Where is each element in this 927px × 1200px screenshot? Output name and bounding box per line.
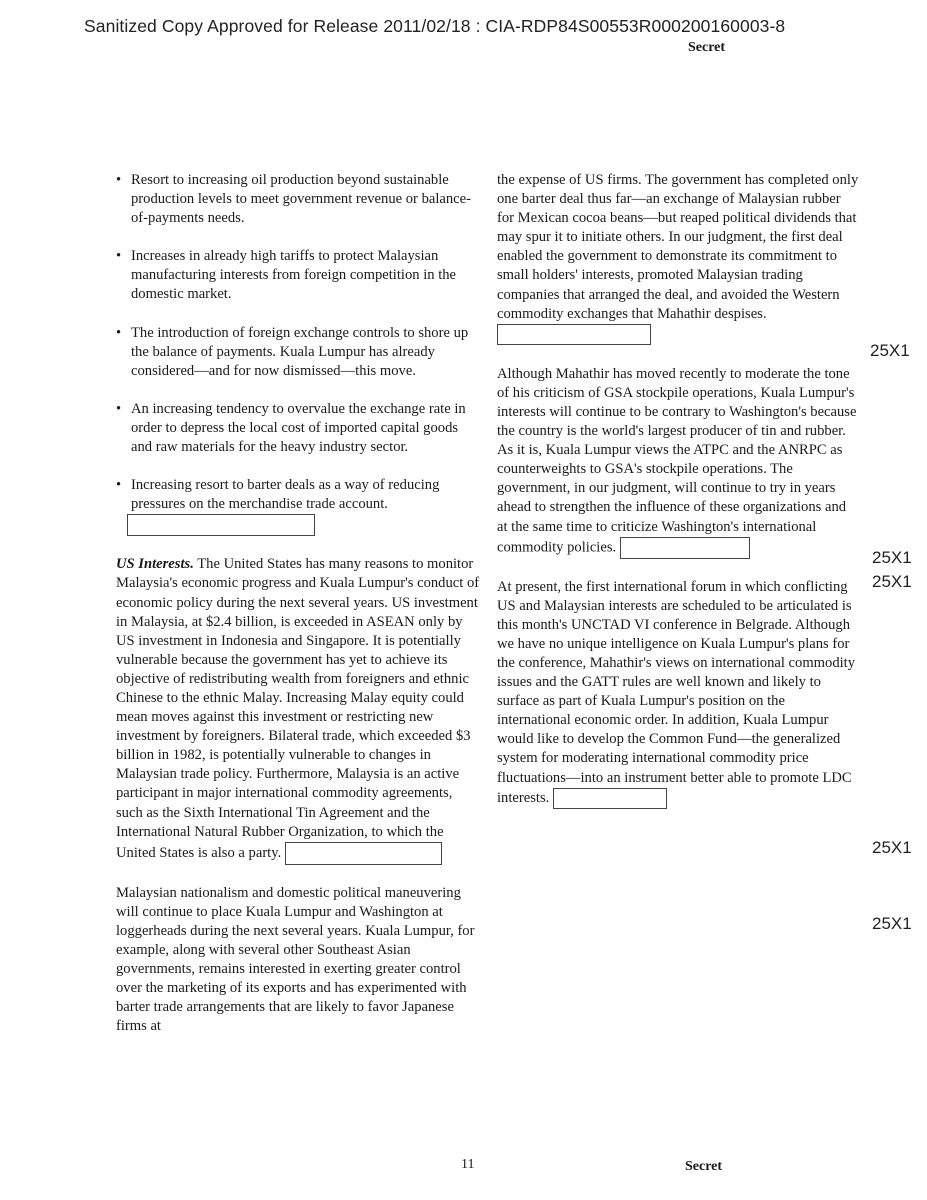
bullet-item: • Increases in already high tariffs to protect Malaysian manufacturing interests from foreign competition in the domestic market.	[116, 247, 480, 304]
nationalism-paragraph: Malaysian nationalism and domestic political maneuvering will continue to place Kuala Lumpur and Washington at loggerheads during the next several years. Kuala Lumpur, for example, along with several other Southeast Asian governments, remains interested in exerting greater control over the marketing of its exports and has experimented with barter trade arrangements that are likely to favor Japanese firms at	[116, 884, 475, 1035]
bullet-item: • Resort to increasing oil production beyond sustainable production levels to meet government revenue or balance-of-payments needs.	[116, 171, 480, 228]
redaction-box	[285, 842, 442, 865]
redaction-box	[497, 324, 651, 345]
gsa-text: Although Mahathir has moved recently to moderate the tone of his criticism of GSA stockpile operations, Kuala Lumpur's interests will continue to be contrary to Washington's because the country is the world's largest producer of tin and rubber. As it is, Kuala Lumpur views the ATPC and the ANRPC as counterweights to GSA's stockpile operations. The government, in our judgment, will continue to try in years ahead to strengthen the influence of these organizations and at the same time to criticize Washington's international commodity policies.	[497, 365, 857, 555]
redaction-box	[127, 514, 315, 536]
us-interests-paragraph	[116, 555, 480, 864]
bullet-item: • Increasing resort to barter deals as a way of reducing pressures on the merchandise trade account.	[116, 476, 480, 514]
classification-bottom: Secret	[685, 1159, 723, 1174]
page-number: 11	[461, 1157, 475, 1172]
classification-top: Secret	[688, 40, 726, 55]
unctad-paragraph	[497, 578, 859, 809]
margin-code: 25X1	[872, 838, 912, 857]
redaction-box	[127, 514, 480, 536]
us-interests-text: The United States has many reasons to monitor Malaysia's economic progress and Kuala Lumpur's conduct of economic policy during the next several years. US investment in Malaysia, at $2.4 billion, is exceeded in ASEAN only by US investment in Indonesia and Singapore. It is potentially vulnerable because the government has yet to achieve its objective of redistributing wealth from foreigners and ethnic Chinese to the ethnic Malay. Increasing Malay equity could mean moves against this investment or restricting new investment by foreigners. Bilateral trade, which exceeded $3 billion in 1982, is potentially vulnerable to changes in Malaysian trade policy. Furthermore, Malaysia is an active participant in major international commodity agreements, such as the Sixth International Tin Agreement and the International Natural Rubber Organization, to which the United States is also a party.	[116, 556, 480, 861]
right-column	[497, 171, 859, 809]
release-header: Sanitized Copy Approved for Release 2011/02/18 : CIA-RDP84S00553R000200160003-8	[84, 16, 786, 36]
redaction-box	[620, 537, 750, 559]
unctad-text: At present, the first international forum in which conflicting US and Malaysian interests are scheduled to be articulated is this month's UNCTAD VI conference in Belgrade. Although we have no unique intelligence on Kuala Lumpur's plans for the conference, Mahathir's views on international commodity issues and the GATT rules are well known and likely to surface as part of Kuala Lumpur's position on the international economic order. In addition, Kuala Lumpur would like to develop the Common Fund—the generalized system for moderating international commodity price fluctuations—into an instrument better able to promote LDC interests.	[497, 578, 856, 806]
margin-code: 25X1	[872, 914, 912, 933]
margin-code: 25X1	[872, 572, 912, 591]
redaction-box	[553, 788, 667, 809]
bullet-item: • The introduction of foreign exchange controls to shore up the balance of payments. Kuala Lumpur has already considered—and for now dismissed—this move.	[116, 324, 480, 381]
gsa-paragraph	[497, 365, 859, 559]
bullet-item: • An increasing tendency to overvalue the exchange rate in order to depress the local cost of imported capital goods and raw materials for the heavy industry sector.	[116, 400, 480, 457]
barter-paragraph: the expense of US firms. The government has completed only one barter deal thus far—an exchange of Malaysian rubber for Mexican cocoa beans—but reaped political dividends that may spur it to initiate others. In our judgment, the first deal enabled the government to demonstrate its commitment to small holders' interests, promoted Malaysian trading companies that arranged the deal, and avoided the Western commodity exchanges that Mahathir despises.	[497, 172, 859, 322]
margin-code: 25X1	[870, 341, 910, 360]
left-column	[116, 171, 480, 1036]
redaction-row	[497, 324, 859, 346]
margin-code: 25X1	[872, 548, 912, 567]
us-interests-heading: US Interests.	[116, 556, 194, 573]
